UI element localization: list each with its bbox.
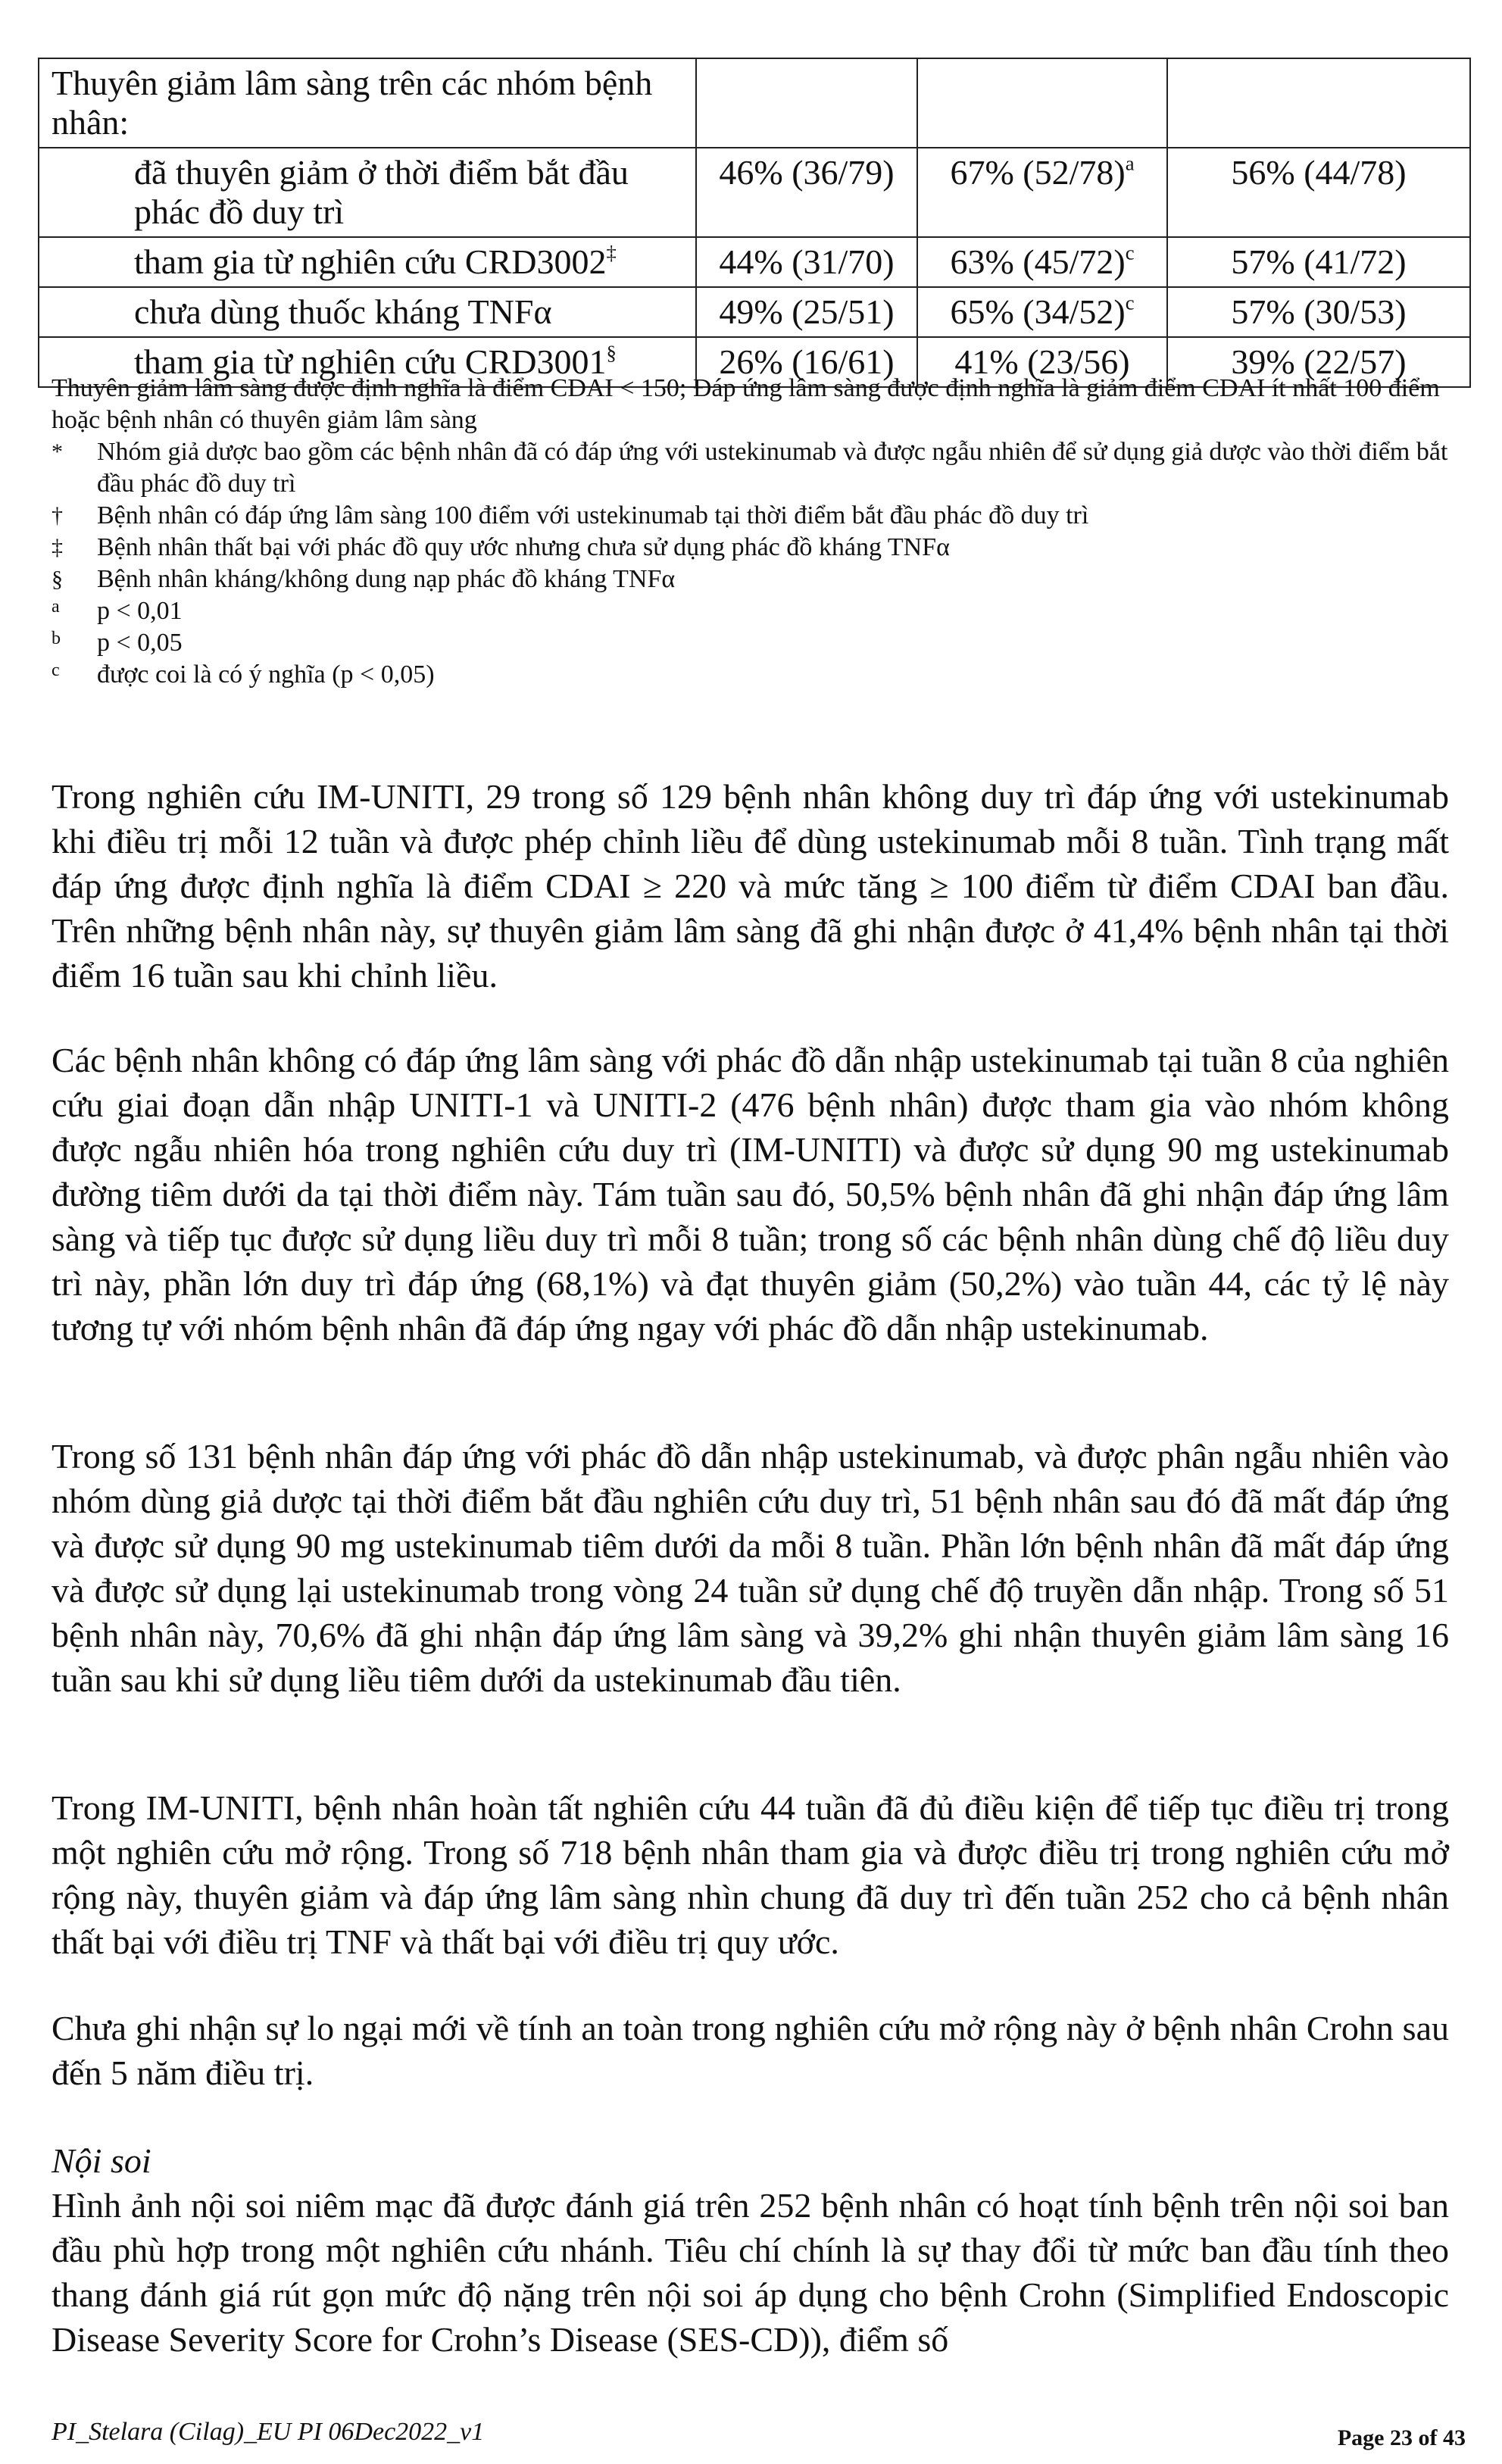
footnote-mark: ‡ xyxy=(52,535,63,560)
footnote-item xyxy=(52,436,1468,500)
footnote-text: Bệnh nhân kháng/không dung nạp phác đồ kháng TNFα xyxy=(97,565,676,593)
body-paragraph: Các bệnh nhân không có đáp ứng lâm sàng với phác đồ dẫn nhập ustekinumab tại tuần 8 của nghiên cứu giai đoạn dẫn nhập UNITI-1 và UNITI-2 (476 bệnh nhân) được tham gia vào nhóm không được ngẫu nhiên hóa trong nghiên cứu duy trì (IM-UNITI) và được sử dụng 90 mg ustekinumab đường tiêm dưới da tại thời điểm này. Tám tuần sau đó, 50,5% bệnh nhân đã ghi nhận đáp ứng lâm sàng và tiếp tục được sử dụng liều duy trì mỗi 8 tuần; trong số các bệnh nhân dùng chế độ liều duy trì này, phần lớn duy trì đáp ứng (68,1%) và đạt thuyên giảm (50,2%) vào tuần 44, các tỷ lệ này tương tự với nhóm bệnh nhân đã đáp ứng ngay với phác đồ dẫn nhập ustekinumab. xyxy=(52,1041,1449,1348)
table-footnotes xyxy=(52,373,1468,691)
footnote-text: Bệnh nhân thất bại với phác đồ quy ước nhưng chưa sử dụng phác đồ kháng TNFα xyxy=(97,533,950,561)
table-cell: 65% $(34/52)^c$ xyxy=(917,287,1167,337)
footnote-item xyxy=(52,500,1468,532)
table-cell xyxy=(1167,58,1470,148)
body-paragraph: Trong nghiên cứu IM-UNITI, 29 trong số 129 bệnh nhân không duy trì đáp ứng với ustekinumab khi điều trị mỗi 12 tuần và được phép chỉnh liều để dùng ustekinumab mỗi 8 tuần. Tình trạng mất đáp ứng được định nghĩa là điểm CDAI ≥ 220 và mức tăng ≥ 100 điểm từ điểm CDAI ban đầu. Trên những bệnh nhân này, sự thuyên giảm lâm sàng đã ghi nhận được ở 41,4% bệnh nhân tại thời điểm 16 tuần sau khi chỉnh liều. xyxy=(52,777,1449,995)
footnote-mark: a xyxy=(52,597,60,617)
body-paragraph: Hình ảnh nội soi niêm mạc đã được đánh giá trên 252 bệnh nhân có hoạt tính bệnh trên nội soi ban đầu phù hợp trong một nghiên cứu nhánh. Tiêu chí chính là sự thay đổi từ mức ban đầu tính theo thang đánh giá rút gọn mức độ nặng trên nội soi áp dụng cho bệnh Crohn (Simplified Endoscopic Disease Severity Score for Crohn’s Disease (SES-CD)), điểm số xyxy=(52,2186,1449,2359)
footnote-mark: * xyxy=(52,439,63,464)
results-table xyxy=(38,58,1471,388)
table-cell: 57% (30/53) xyxy=(1167,287,1470,337)
footer-document-id: PI_Stelara (Cilag)_EU PI 06Dec2022_v1 xyxy=(52,2418,485,2446)
body-paragraph: Trong số 131 bệnh nhân đáp ứng với phác đồ dẫn nhập ustekinumab, và được phân ngẫu nhiên vào nhóm dùng giả dược tại thời điểm bắt đầu nghiên cứu duy trì, 51 bệnh nhân sau đó đã mất đáp ứng và được sử dụng 90 mg ustekinumab tiêm dưới da mỗi 8 tuần. Phần lớn bệnh nhân đã mất đáp ứng và được sử dụng lại ustekinumab trong vòng 24 tuần sử dụng chế độ truyền dẫn nhập. Trong số 51 bệnh nhân này, 70,6% đã ghi nhận đáp ứng lâm sàng và 39,2% ghi nhận thuyên giảm lâm sàng 16 tuần sau khi sử dụng liều tiêm dưới da ustekinumab đầu tiên. xyxy=(52,1437,1449,1699)
footnote-item xyxy=(52,595,1468,627)
body-paragraph: Chưa ghi nhận sự lo ngại mới về tính an toàn trong nghiên cứu mở rộng này ở bệnh nhân Crohn sau đến 5 năm điều trị. xyxy=(52,2009,1449,2092)
footnote-mark: § xyxy=(52,567,63,592)
table-cell: 39% (22/57) xyxy=(1167,337,1470,387)
footnote-mark: c xyxy=(52,661,60,680)
footer-page-number: Page 23 of 43 xyxy=(1337,2425,1466,2450)
footnote-text: Nhóm giả dược bao gồm các bệnh nhân đã có đáp ứng với ustekinumab và được ngẫu nhiên để sử dụng giả dược vào thời điểm bắt đầu phác đồ duy trì xyxy=(97,438,1448,498)
footnote-text: được coi là có ý nghĩa (p < 0,05) xyxy=(97,661,435,689)
footnote-mark: b xyxy=(52,629,61,648)
row-label: chưa dùng thuốc kháng TNFα xyxy=(39,287,696,337)
table-cell xyxy=(696,58,917,148)
significance-mark: c xyxy=(1125,241,1135,264)
footnote-text: p < 0,01 xyxy=(97,597,183,625)
table-cell: 56% (44/78) xyxy=(1167,148,1470,237)
table-cell: 49% (25/51) xyxy=(696,287,917,337)
table-row xyxy=(39,58,1470,148)
table-cell: 26% (16/61) xyxy=(696,337,917,387)
significance-mark: c xyxy=(1125,291,1135,314)
table-cell: 41% (23/56) xyxy=(917,337,1167,387)
footnote-mark: † xyxy=(52,503,63,528)
row-label: tham gia từ nghiên cứu CRD3001§ xyxy=(39,337,696,387)
footnote-item xyxy=(52,659,1468,691)
footnote-item xyxy=(52,564,1468,595)
table-cell: 57% (41/72) xyxy=(1167,237,1470,287)
section-heading: Nội soi xyxy=(52,2141,151,2180)
footnote-item xyxy=(52,532,1468,564)
footnote-ref: ‡ xyxy=(606,241,617,264)
table-row xyxy=(39,287,1470,337)
table-row xyxy=(39,148,1470,237)
footnote-definition: Thuyên giảm lâm sàng được định nghĩa là điểm CDAI < 150; Đáp ứng lâm sàng được định nghĩa là giảm điểm CDAI ít nhất 100 điểm hoặc bệnh nhân có thuyên giảm lâm sàng xyxy=(52,374,1440,434)
table-cell: 44% (31/70) xyxy=(696,237,917,287)
footnote-text: p < 0,05 xyxy=(97,629,183,657)
footnote-item xyxy=(52,627,1468,659)
significance-mark: a xyxy=(1125,151,1135,175)
table-cell: 63% $(45/72)^c$ xyxy=(917,237,1167,287)
row-label: đã thuyên giảm ở thời điểm bắt đầu phác đồ duy trì xyxy=(39,148,696,237)
table-header-label: Thuyên giảm lâm sàng trên các nhóm bệnh nhân: xyxy=(39,58,696,148)
table-cell xyxy=(917,58,1167,148)
body-paragraph: Trong IM-UNITI, bệnh nhân hoàn tất nghiên cứu 44 tuần đã đủ điều kiện để tiếp tục điều trị trong một nghiên cứu mở rộng. Trong số 718 bệnh nhân tham gia và được điều trị trong nghiên cứu mở rộng này, thuyên giảm và đáp ứng lâm sàng nhìn chung đã duy trì đến tuần 252 cho cả bệnh nhân thất bại với điều trị TNF và thất bại với điều trị quy ước. xyxy=(52,1788,1449,1961)
footnote-text: Bệnh nhân có đáp ứng lâm sàng 100 điểm với ustekinumab tại thời điểm bắt đầu phác đồ duy trì xyxy=(97,501,1089,529)
table-cell: 46% (36/79) xyxy=(696,148,917,237)
table-cell: 67% $(52/78)^a$ xyxy=(917,148,1167,237)
table-row xyxy=(39,237,1470,287)
row-label: tham gia từ nghiên cứu CRD3002‡ xyxy=(39,237,696,287)
footnote-ref: § xyxy=(606,341,617,364)
